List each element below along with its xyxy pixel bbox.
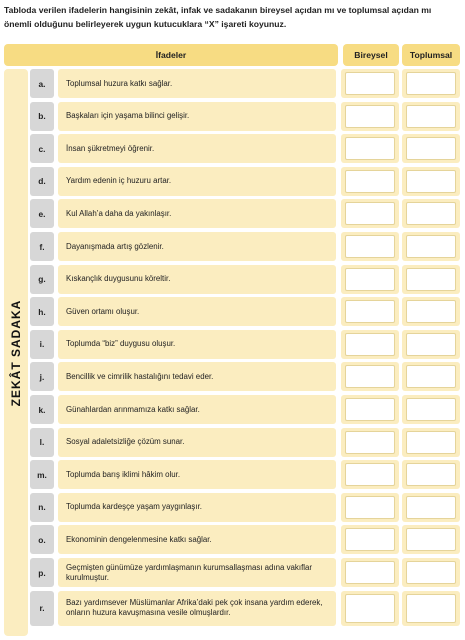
checkbox-field[interactable]: [345, 72, 395, 95]
checkbox-field[interactable]: [345, 496, 395, 519]
social-checkbox[interactable]: [402, 232, 460, 261]
checkbox-field[interactable]: [345, 561, 395, 584]
table-row: [30, 297, 460, 326]
social-checkbox[interactable]: [402, 330, 460, 359]
checkbox-field[interactable]: [406, 105, 456, 128]
social-checkbox[interactable]: [402, 265, 460, 294]
checkbox-field[interactable]: [406, 333, 456, 356]
checkbox-field[interactable]: [406, 528, 456, 551]
row-letter: f.: [30, 232, 54, 261]
checkbox-field[interactable]: [406, 431, 456, 454]
table-row: [30, 199, 460, 228]
checkbox-field[interactable]: [345, 333, 395, 356]
social-checkbox[interactable]: [402, 199, 460, 228]
social-checkbox[interactable]: [402, 69, 460, 98]
checkbox-field[interactable]: [406, 496, 456, 519]
social-checkbox[interactable]: [402, 395, 460, 424]
statement-text: Kıskançlık duygusunu köreltir.: [58, 265, 336, 294]
individual-checkbox[interactable]: [341, 428, 399, 457]
individual-checkbox[interactable]: [341, 232, 399, 261]
table-row: [30, 232, 460, 261]
social-checkbox[interactable]: [402, 460, 460, 489]
social-checkbox[interactable]: [402, 167, 460, 196]
individual-checkbox[interactable]: [341, 167, 399, 196]
statement-text: Kul Allah’a daha da yakınlaşır.: [58, 199, 336, 228]
table-row: [30, 428, 460, 457]
checkbox-field[interactable]: [406, 137, 456, 160]
checkbox-field[interactable]: [406, 235, 456, 258]
table-row: [30, 102, 460, 131]
social-checkbox[interactable]: [402, 493, 460, 522]
statement-text: Geçmişten günümüze yardımlaşmanın kurumsallaşması adına vakıflar kurulmuştur.: [58, 558, 336, 587]
checkbox-field[interactable]: [406, 300, 456, 323]
checkbox-field[interactable]: [345, 300, 395, 323]
social-checkbox[interactable]: [402, 591, 460, 626]
checkbox-field[interactable]: [345, 463, 395, 486]
checkbox-field[interactable]: [406, 463, 456, 486]
statement-text: Güven ortamı oluşur.: [58, 297, 336, 326]
social-checkbox[interactable]: [402, 297, 460, 326]
social-checkbox[interactable]: [402, 362, 460, 391]
checkbox-field[interactable]: [345, 202, 395, 225]
header-statements: İfadeler: [4, 44, 338, 66]
row-letter: k.: [30, 395, 54, 424]
individual-checkbox[interactable]: [341, 362, 399, 391]
social-checkbox[interactable]: [402, 558, 460, 587]
table-row: [30, 525, 460, 554]
side-category-bar: [4, 69, 28, 636]
checkbox-field[interactable]: [406, 594, 456, 623]
individual-checkbox[interactable]: [341, 134, 399, 163]
statement-text: Bazı yardımsever Müslümanlar Afrika’daki pek çok insana yardım ederek, onların huzura kavuşmasına vesile olmuşlardır.: [58, 591, 336, 626]
social-checkbox[interactable]: [402, 428, 460, 457]
statement-text: Sosyal adaletsizliğe çözüm sunar.: [58, 428, 336, 457]
statement-text: Toplumsal huzura katkı sağlar.: [58, 69, 336, 98]
table-row: [30, 591, 460, 626]
individual-checkbox[interactable]: [341, 265, 399, 294]
checkbox-field[interactable]: [406, 398, 456, 421]
checkbox-field[interactable]: [345, 268, 395, 291]
table-row: [30, 330, 460, 359]
individual-checkbox[interactable]: [341, 525, 399, 554]
individual-checkbox[interactable]: [341, 460, 399, 489]
row-letter: n.: [30, 493, 54, 522]
statement-text: Başkaları için yaşama bilinci gelişir.: [58, 102, 336, 131]
table-row: [30, 69, 460, 98]
statement-text: Yardım edenin iç huzuru artar.: [58, 167, 336, 196]
individual-checkbox[interactable]: [341, 297, 399, 326]
header-individual: Bireysel: [343, 44, 399, 66]
row-letter: i.: [30, 330, 54, 359]
checkbox-field[interactable]: [406, 170, 456, 193]
checkbox-field[interactable]: [406, 561, 456, 584]
row-letter: a.: [30, 69, 54, 98]
statement-text: Bencillik ve cimrilik hastalığını tedavi eder.: [58, 362, 336, 391]
table-row: [30, 362, 460, 391]
table-row: [30, 460, 460, 489]
checkbox-field[interactable]: [345, 528, 395, 551]
row-letter: r.: [30, 591, 54, 626]
row-letter: p.: [30, 558, 54, 587]
individual-checkbox[interactable]: [341, 102, 399, 131]
social-checkbox[interactable]: [402, 102, 460, 131]
checkbox-field[interactable]: [345, 170, 395, 193]
table-row: [30, 493, 460, 522]
individual-checkbox[interactable]: [341, 69, 399, 98]
table-row: [30, 558, 460, 587]
row-letter: o.: [30, 525, 54, 554]
individual-checkbox[interactable]: [341, 330, 399, 359]
checkbox-field[interactable]: [345, 594, 395, 623]
table-row: [30, 134, 460, 163]
checkbox-field[interactable]: [345, 137, 395, 160]
table-row: [30, 395, 460, 424]
individual-checkbox[interactable]: [341, 591, 399, 626]
header-social: Toplumsal: [402, 44, 460, 66]
checkbox-field[interactable]: [345, 398, 395, 421]
social-checkbox[interactable]: [402, 134, 460, 163]
row-letter: j.: [30, 362, 54, 391]
side-category-label: ZEKÂT SADAKA: [9, 299, 23, 406]
checkbox-field[interactable]: [406, 268, 456, 291]
table-row: [30, 265, 460, 294]
checkbox-field[interactable]: [345, 365, 395, 388]
row-letter: b.: [30, 102, 54, 131]
checkbox-field[interactable]: [406, 365, 456, 388]
row-letter: h.: [30, 297, 54, 326]
statement-text: Toplumda “biz” duygusu oluşur.: [58, 330, 336, 359]
checkbox-field[interactable]: [406, 202, 456, 225]
row-letter: e.: [30, 199, 54, 228]
statement-text: Dayanışmada artış gözlenir.: [58, 232, 336, 261]
individual-checkbox[interactable]: [341, 199, 399, 228]
row-letter: d.: [30, 167, 54, 196]
statement-text: Toplumda barış iklimi hâkim olur.: [58, 460, 336, 489]
row-letter: m.: [30, 460, 54, 489]
row-letter: l.: [30, 428, 54, 457]
individual-checkbox[interactable]: [341, 395, 399, 424]
row-letter: g.: [30, 265, 54, 294]
row-letter: c.: [30, 134, 54, 163]
statement-text: İnsan şükretmeyi öğrenir.: [58, 134, 336, 163]
individual-checkbox[interactable]: [341, 493, 399, 522]
checkbox-field[interactable]: [345, 431, 395, 454]
checkbox-field[interactable]: [406, 72, 456, 95]
statement-text: Toplumda kardeşçe yaşam yaygınlaşır.: [58, 493, 336, 522]
instruction-text: Tabloda verilen ifadelerin hangisinin zekât, infak ve sadakanın bireysel açıdan mı ve toplumsal açıdan mı önemli olduğunu belirleyerek uygun kutucuklara “X” işareti koyunuz.: [4, 5, 432, 29]
statement-text: Günahlardan arınmamıza katkı sağlar.: [58, 395, 336, 424]
social-checkbox[interactable]: [402, 525, 460, 554]
individual-checkbox[interactable]: [341, 558, 399, 587]
checkbox-field[interactable]: [345, 235, 395, 258]
statement-text: Ekonominin dengelenmesine katkı sağlar.: [58, 525, 336, 554]
table-row: [30, 167, 460, 196]
checkbox-field[interactable]: [345, 105, 395, 128]
